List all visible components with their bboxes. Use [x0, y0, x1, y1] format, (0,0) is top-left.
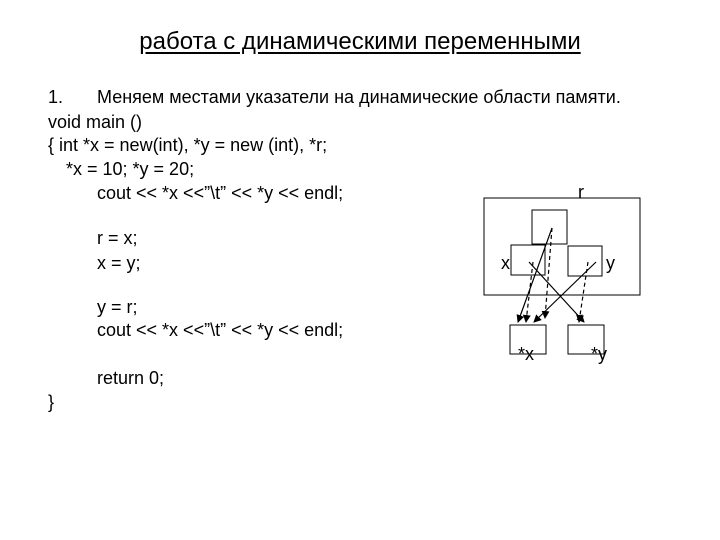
code-line-5: r = x;	[97, 228, 138, 248]
label-x: x	[501, 253, 510, 273]
code-line-10: }	[48, 392, 55, 412]
stack-frame-box	[484, 198, 640, 295]
code-line-7: y = r;	[97, 297, 138, 317]
code-line-6: x = y;	[97, 253, 141, 273]
pointer-r-box	[532, 210, 567, 244]
item-number: 1.	[48, 87, 64, 107]
code-line-8: cout << *x <<”\t” << *y << endl;	[97, 320, 344, 340]
arrow-x-new	[529, 262, 584, 322]
arrow-r-extra	[545, 228, 552, 318]
code-line-1: void main ()	[48, 112, 143, 132]
code-line-9: return 0;	[97, 368, 165, 388]
pointer-y-box	[568, 246, 602, 276]
arrow-y-new	[534, 262, 596, 322]
code-line-3: *x = 10; *y = 20;	[66, 159, 195, 179]
label-r: r	[578, 182, 584, 202]
arrow-x-original	[526, 262, 533, 322]
item-text: Меняем местами указатели на динамические области памяти.	[97, 87, 621, 107]
label-y: y	[606, 253, 615, 273]
code-line-4: cout << *x <<”\t” << *y << endl;	[97, 183, 344, 203]
slide-title: работа с динамическими переменными	[139, 28, 581, 55]
code-line-2: { int *x = new(int), *y = new (int), *r;	[48, 135, 328, 155]
label-heap-x: *x	[518, 344, 535, 364]
label-heap-y: *y	[591, 344, 608, 364]
